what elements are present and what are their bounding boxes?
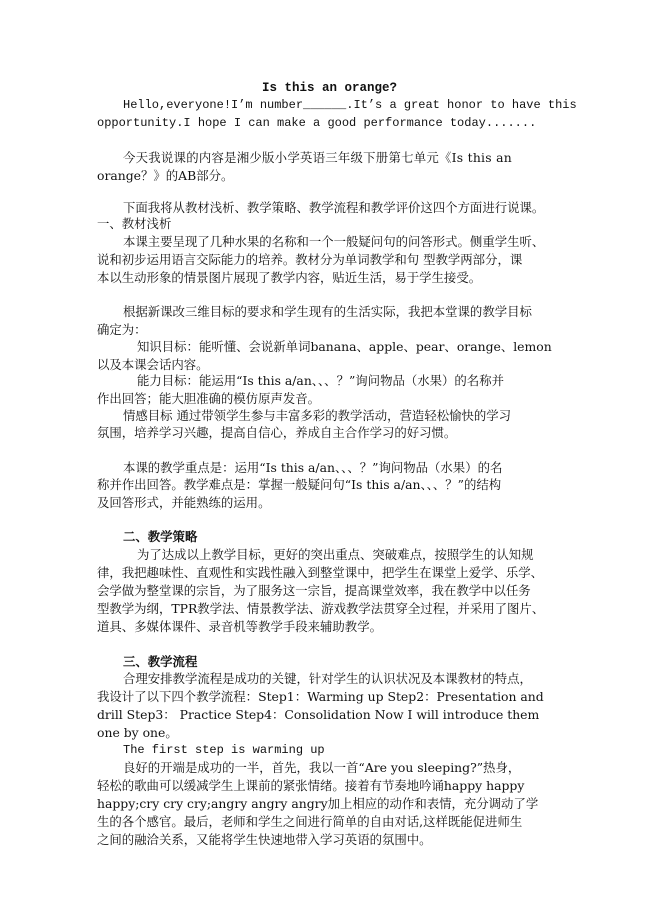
intro-line-2: opportunity.I hope I can make a good performance today....... xyxy=(97,116,537,130)
paragraph-line: 根据新课改三维目标的要求和学生现有的生活实际，我把本堂课的教学目标 xyxy=(123,304,532,319)
paragraph-line: 说和初步运用语言交际能力的培养。教材分为单词教学和句 型教学两部分，课 xyxy=(97,252,523,267)
intro-line-1: Hello,everyone!I’m number______.It’s a great honor to have this xyxy=(123,98,577,112)
paragraph-line: 知识目标：能听懂、会说新单词banana、apple、pear、orange、lemon xyxy=(137,339,552,354)
paragraph-line: orange？》的AB部分。 xyxy=(97,168,234,183)
paragraph-line: 生的各个感官。最后，老师和学生之间进行简单的自由对话,这样既能促进师生 xyxy=(97,814,523,829)
paragraph-line: 之间的融洽关系，又能将学生快速地带入学习英语的氛围中。 xyxy=(97,832,432,847)
paragraph-line: 以及本课会话内容。 xyxy=(97,357,209,372)
paragraph-line: 合理安排教学流程是成功的关键，针对学生的认识状况及本课教材的特点， xyxy=(123,671,532,686)
paragraph-line: 会学做为整堂课的宗旨，为了服务这一宗旨，提高课堂效率，我在教学中以任务 xyxy=(97,583,531,598)
paragraph-line: 氛围，培养学习兴趣，提高自信心，养成自主合作学习的好习惯。 xyxy=(97,425,457,440)
paragraph-line: 作出回答；能大胆准确的模仿原声发音。 xyxy=(97,391,321,406)
paragraph-line: 能力目标：能运用“Is this a/an、、、？”询问物品（水果）的名称并 xyxy=(137,373,504,388)
paragraph-line: 我设计了以下四个教学流程：Step1：Warming up Step2：Presentation and xyxy=(97,689,544,704)
paragraph-line: 称并作出回答。教学难点是：掌握一般疑问句“Is this a/an、、、？”的结构 xyxy=(97,477,502,492)
paragraph-line: 及回答形式，并能熟练的运用。 xyxy=(97,495,271,510)
paragraph-line: 本课的教学重点是：运用“Is this a/an、、、？”询问物品（水果）的名 xyxy=(123,460,503,475)
section-heading-3: 三、教学流程 xyxy=(123,654,198,669)
paragraph-line: 律，我把趣味性、直观性和实践性融入到整堂课中，把学生在课堂上爱学、乐学、 xyxy=(97,565,544,580)
paragraph-line: 情感目标 通过带领学生参与丰富多彩的教学活动，营造轻松愉快的学习 xyxy=(123,408,512,423)
paragraph-line: 良好的开端是成功的一半，首先，我以一首“Are you sleeping?”热身， xyxy=(123,760,521,775)
paragraph-line: happy;cry cry cry;angry angry angry加上相应的动作和表情，充分调动了学 xyxy=(97,796,539,811)
paragraph-line: drill Step3： Practice Step4：Consolidation Now I will introduce them xyxy=(97,707,540,722)
paragraph-line: 确定为： xyxy=(97,322,147,337)
paragraph-line: 本以生动形象的情景图片展现了教学内容，贴近生活，易于学生接受。 xyxy=(97,270,482,285)
paragraph-line: 型教学为纲，TPR教学法、情景教学法、游戏教学法贯穿全过程，并采用了图片、 xyxy=(97,601,545,616)
paragraph-line: one by one。 xyxy=(97,725,178,740)
section-heading-1: 一、教材浅析 xyxy=(97,216,172,231)
paragraph-line: The first step is warming up xyxy=(123,743,325,757)
document-title: Is this an orange? xyxy=(262,81,398,95)
paragraph-line: 为了达成以上教学目标，更好的突出重点、突破难点，按照学生的认知规 xyxy=(137,547,534,562)
paragraph-line: 本课主要呈现了几种水果的名称和一个一般疑问句的问答形式。侧重学生听、 xyxy=(123,234,545,249)
paragraph-line: 下面我将从教材浅析、教学策略、教学流程和教学评价这四个方面进行说课。 xyxy=(123,200,545,215)
paragraph-line: 今天我说课的内容是湘少版小学英语三年级下册第七单元《Is this an xyxy=(123,150,512,165)
paragraph-line: 轻松的歌曲可以缓减学生上课前的紧张情绪。接着有节奏地吟诵happy happy xyxy=(97,778,525,793)
paragraph-line: 道具、多媒体课件、录音机等教学手段来辅助教学。 xyxy=(97,619,382,634)
section-heading-2: 二、教学策略 xyxy=(123,529,198,544)
